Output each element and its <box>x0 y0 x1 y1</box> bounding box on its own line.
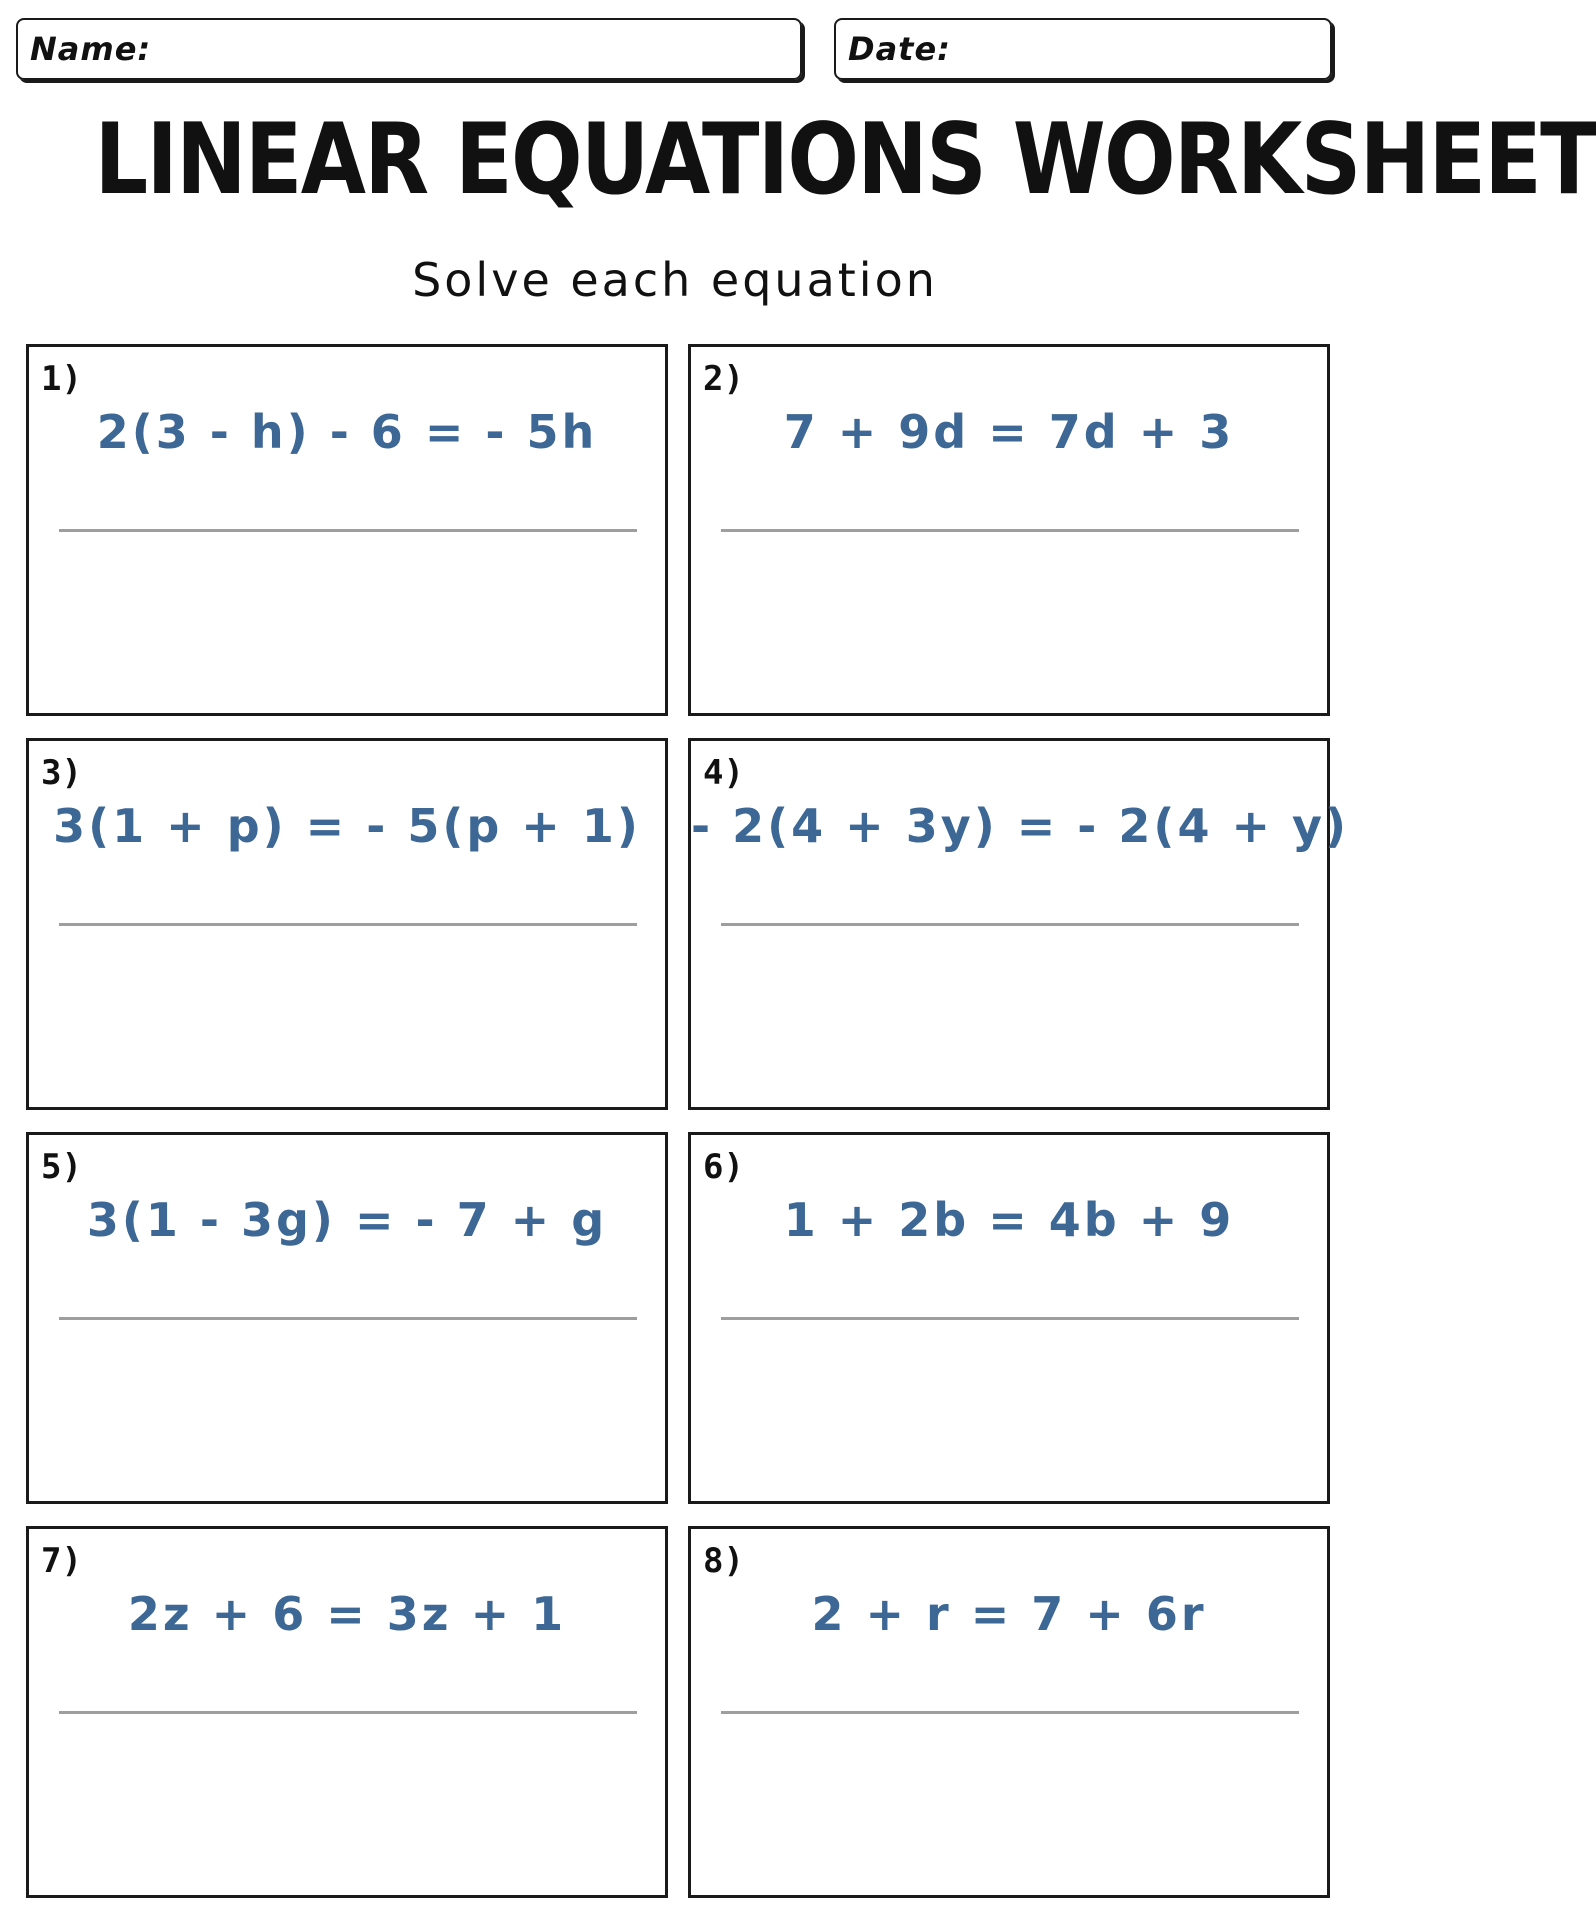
problem-box <box>688 1132 1330 1504</box>
problem-box <box>688 344 1330 716</box>
problem-box <box>26 738 668 1110</box>
problem-number: 7) <box>41 1541 82 1581</box>
problem-equation: 1 + 2b = 4b + 9 <box>783 1193 1235 1247</box>
problem-equation: 7 + 9d = 7d + 3 <box>783 405 1235 459</box>
problem-equation: 3(1 - 3g) = - 7 + g <box>86 1193 608 1247</box>
answer-line[interactable] <box>721 1711 1299 1714</box>
problem-equation: 3(1 + p) = - 5(p + 1) <box>53 799 641 853</box>
problem-equation: - 2(4 + 3y) = - 2(4 + y) <box>691 799 1350 853</box>
problem-number: 6) <box>703 1147 744 1187</box>
name-label: Name: <box>30 30 152 68</box>
problem-box <box>688 1526 1330 1898</box>
problem-box <box>26 1132 668 1504</box>
date-field[interactable] <box>834 18 1332 80</box>
answer-line[interactable] <box>59 1317 637 1320</box>
problem-number: 5) <box>41 1147 82 1187</box>
name-field[interactable] <box>16 18 802 80</box>
problem-box <box>688 738 1350 1110</box>
answer-line[interactable] <box>721 529 1299 532</box>
answer-line[interactable] <box>59 529 637 532</box>
answer-line[interactable] <box>721 1317 1299 1320</box>
problem-number: 1) <box>41 359 82 399</box>
problem-box <box>26 1526 668 1898</box>
problem-number: 4) <box>703 753 744 793</box>
instructions: Solve each equation <box>412 253 938 307</box>
date-label: Date: <box>848 30 951 68</box>
problem-equation: 2z + 6 = 3z + 1 <box>127 1587 567 1641</box>
answer-line[interactable] <box>721 923 1299 926</box>
problem-equation: 2 + r = 7 + 6r <box>811 1587 1207 1641</box>
answer-line[interactable] <box>59 1711 637 1714</box>
problem-equation: 2(3 - h) - 6 = - 5h <box>96 405 598 459</box>
problem-number: 2) <box>703 359 744 399</box>
problem-number: 8) <box>703 1541 744 1581</box>
page-title: LINEAR EQUATIONS WORKSHEET <box>94 103 1596 217</box>
problem-box <box>26 344 668 716</box>
answer-line[interactable] <box>59 923 637 926</box>
problem-number: 3) <box>41 753 82 793</box>
